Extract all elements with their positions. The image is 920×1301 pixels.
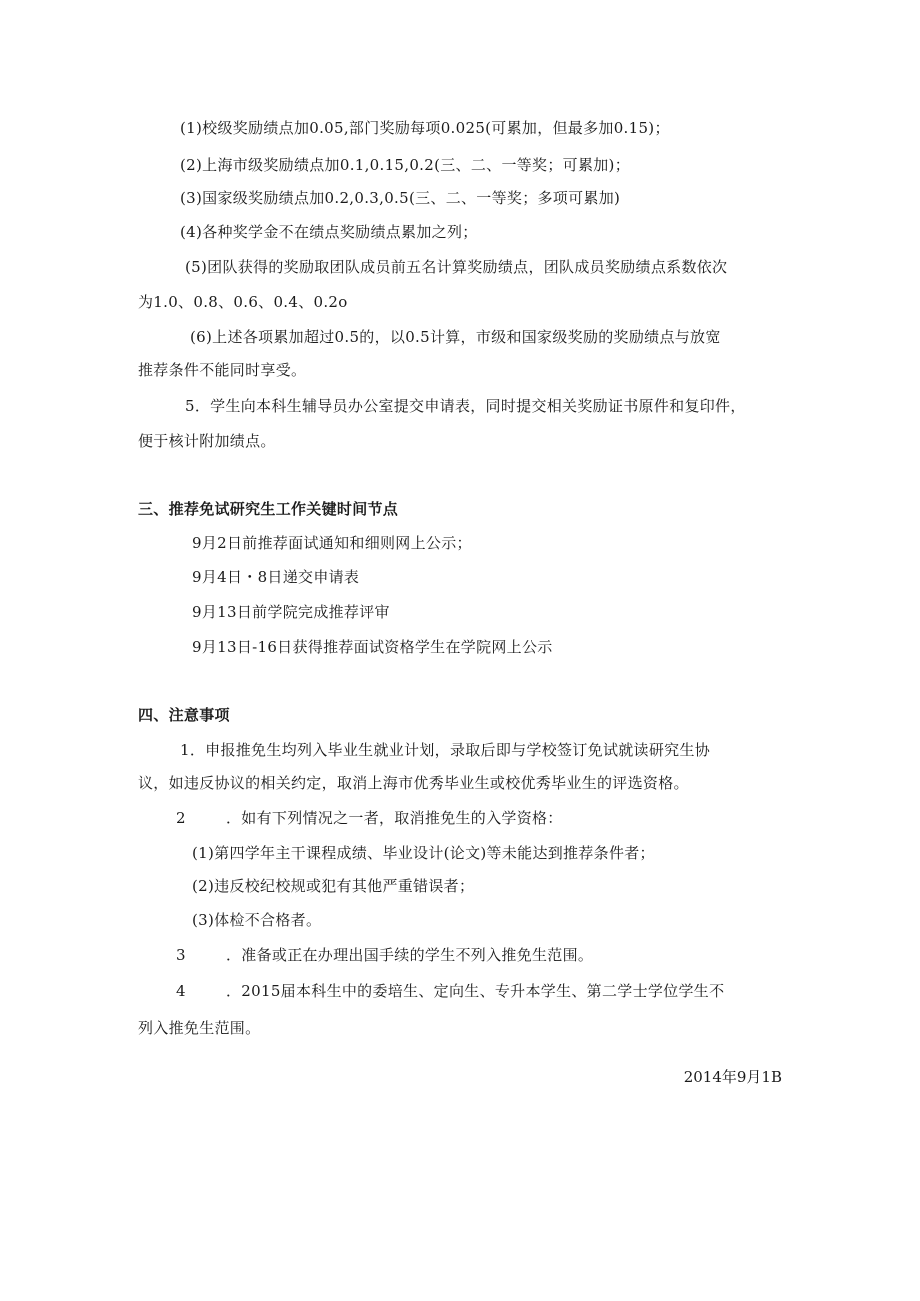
disqualify-condition-3: (3)体检不合格者。 [192, 911, 322, 929]
notice-item-1-continued: 议，如违反协议的相关约定，取消上海市优秀毕业生或校优秀毕业生的评选资格。 [138, 774, 689, 792]
rule-5: (5)团队获得的奖励取团队成员前五名计算奖励绩点，团队成员奖励绩点系数依次 [185, 258, 728, 276]
notice-item-3 [176, 945, 593, 965]
rule-1: (1)校级奖励绩点加0.05,部门奖励每项0.025(可累加，但最多加0.15)； [180, 119, 670, 137]
document-date: 2014年9月1B [683, 1068, 782, 1086]
notice-item-1: 1．申报推免生均列入毕业生就业计划，录取后即与学校签订免试就读研究生协 [180, 741, 711, 759]
disqualify-condition-1: (1)第四学年主干课程成绩、毕业设计(论文)等未能达到推荐条件者； [192, 844, 655, 862]
notice-item-4-text: ．2015届本科生中的委培生、定向生、专升本学生、第二学士学位学生不 [226, 982, 725, 1000]
timeline-item-4: 9月13日-16日获得推荐面试资格学生在学院网上公示 [192, 638, 553, 656]
rule-4: (4)各种奖学金不在绩点奖励绩点累加之列； [180, 223, 478, 241]
notice-item-2-text: ．如有下列情况之一者，取消推免生的入学资格： [226, 809, 563, 827]
notice-item-2 [176, 808, 563, 828]
notice-item-3-number: 3 [176, 946, 186, 964]
item-5: 5．学生向本科生辅导员办公室提交申请表，同时提交相关奖励证书原件和复印件， [185, 397, 746, 415]
disqualify-condition-2: (2)违反校纪校规或犯有其他严重错误者； [192, 877, 475, 895]
notice-item-2-number: 2 [176, 809, 186, 827]
notice-item-4-continued: 列入推免生范围。 [138, 1019, 261, 1037]
rule-6: (6)上述各项累加超过0.5的，以0.5计算，市级和国家级奖励的奖励绩点与放宽 [190, 328, 721, 346]
rule-3: (3)国家级奖励绩点加0.2,0.3,0.5(三、二、一等奖；多项可累加) [180, 189, 621, 207]
notice-item-4 [176, 981, 724, 1001]
rule-2: (2)上海市级奖励绩点加0.1,0.15,0.2(三、二、一等奖；可累加)； [180, 156, 630, 174]
notice-item-4-number: 4 [176, 982, 186, 1000]
section-4-heading: 四、注意事项 [138, 706, 230, 724]
timeline-item-2: 9月4日・8日递交申请表 [192, 568, 360, 586]
item-5-continued: 便于核计附加绩点。 [138, 432, 276, 450]
timeline-item-1: 9月2日前推荐面试通知和细则网上公示； [192, 534, 472, 552]
rule-5-continued: 为1.0、0.8、0.6、0.4、0.2o [138, 293, 348, 311]
timeline-item-3: 9月13日前学院完成推荐评审 [192, 603, 390, 621]
section-3-heading: 三、推荐免试研究生工作关键时间节点 [138, 500, 399, 518]
rule-6-continued: 推荐条件不能同时享受。 [138, 361, 307, 379]
notice-item-3-text: ．准备或正在办理出国手续的学生不列入推免生范围。 [226, 946, 594, 964]
